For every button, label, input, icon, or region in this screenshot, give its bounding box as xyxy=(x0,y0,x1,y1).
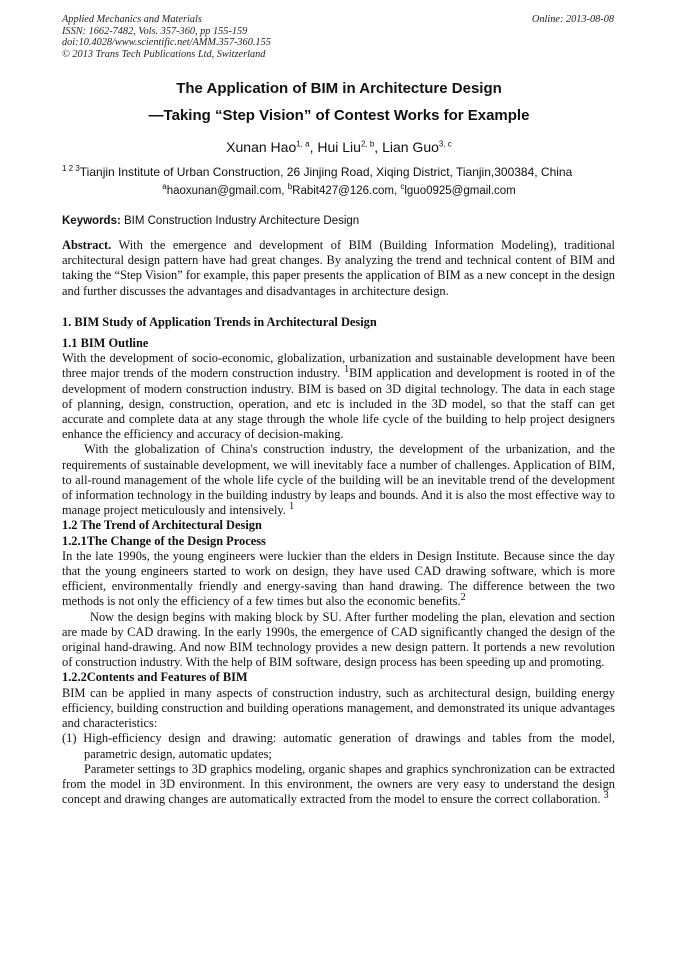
author-3: Lian Guo xyxy=(382,139,439,155)
paper-body xyxy=(62,238,615,807)
affiliation-sup: 1 2 3 xyxy=(62,164,80,173)
email-list: $^a$haoxunan@gmail.com, $^b$Rabit427@126.com, $^c$lguo0925@gmail.com xyxy=(162,182,516,197)
author-2-sup: 2, b xyxy=(360,139,375,149)
paper-title: The Application of BIM in Architecture Design xyxy=(176,80,502,97)
doi-line: doi:10.4028/www.scientific.net/AMM.357-360.155 xyxy=(62,37,271,49)
email-2[interactable]: Rabit427@126.com, xyxy=(292,185,401,197)
keywords xyxy=(62,215,617,227)
section-heading-1: 1. BIM Study of Application Trends in Architectural Design xyxy=(62,314,377,329)
paper-subtitle: —Taking “Step Vision” of Contest Works for Example xyxy=(148,107,530,124)
copyright-line: © 2013 Trans Tech Publications Ltd, Switzerland xyxy=(62,48,266,60)
issn-line: ISSN: 1662-7482, Vols. 357-360, pp 155-159 xyxy=(62,25,248,37)
paragraph: Parameter settings to 3D graphics modeling, organic shapes and graphics synchronization can be extracted from the model in 3D environment. In this environment, the owners are very easy to understand the design concept and drawing changes are automatically extracted from the model to ensure the correct collaboration. $^3$ xyxy=(62,761,615,807)
keywords-label: Keywords: xyxy=(62,215,121,227)
list-item: (1) High-efficiency design and drawing: automatic generation of drawings and tables from the model, parametric design, automatic updates; xyxy=(62,731,615,761)
journal-name: Applied Mechanics and Materials xyxy=(62,14,202,25)
author-2: Hui Liu xyxy=(317,139,361,155)
affiliation xyxy=(62,165,622,179)
email-1[interactable]: haoxunan@gmail.com, xyxy=(166,185,288,197)
paragraph: With the globalization of China's construction industry, the development of the urbanization, and the requirements of sustainable development, we will inevitably face a number of challenges. Application of BIM, to all-round management of the whole life cycle of the building will be an inevitable trend of the development of information technology in the building industry by leaps and bounds. And it is also the most effective way to manage project meticulously and intensively. $^1$ xyxy=(62,442,615,518)
author-3-sup: 3, c xyxy=(438,139,452,149)
paragraph: With the development of socio-economic, globalization, urbanization and sustainable development have been three major trends of the modern construction industry. $^1$BIM application and development is rooted in of the development of modern construction industry. BIM is based on 3D digital technology. The data in each stage of planning, design, construction, operation, and etc is included in the 3D model, so that the staff can get accurate and complete data at any stage through the whole life cycle of the building to help project designers enhance the efficiency and accuracy of decision-making. xyxy=(62,351,615,442)
section-heading-1-1: 1.1 BIM Outline xyxy=(62,336,149,351)
paragraph: Now the design begins with making block by SU. After further modeling the plan, elevation and section are made by CAD drawing. In the early 1990s, the emergence of CAD significantly changed the design of the original hand-drawing. And now BIM technology provides a new design pattern. It portends a new revolution of construction industry. With the help of BIM software, design process has been speeding up and promoting. xyxy=(62,609,615,670)
affiliation-text: Tianjin Institute of Urban Construction, 26 Jinjing Road, Xiqing District, Tianjin,300384, China xyxy=(79,165,573,179)
abstract-label: Abstract. xyxy=(62,238,112,252)
keywords-text: BIM Construction Industry Architecture Design xyxy=(120,215,360,227)
section-heading-1-2-1: 1.2.1The Change of the Design Process xyxy=(62,533,266,548)
paragraph: In the late 1990s, the young engineers were luckier than the elders in Design Institute. Because since the day that the young engineers started to work on design, they have used CAD drawing software, which is more efficient, environmentally friendly and energy-saving than hand drawing. The difference between the two methods is not only the efficiency of a few times but also the economic benefits.$^2$ xyxy=(62,548,615,609)
section-heading-1-2-2: 1.2.2Contents and Features of BIM xyxy=(62,670,248,685)
author-1: Xunan Hao xyxy=(226,139,297,155)
journal-header xyxy=(62,14,271,60)
abstract-text: With the emergence and development of BIM (Building Information Modeling), traditional architectural design pattern have had great changes. By analyzing the trend and technical content of BIM and taking the “Step Vision” for example, this paper presents the application of BIM as a new concept in the design and further discusses the advantages and disadvantages in architecture design. xyxy=(62,238,615,298)
online-date: Online: 2013-08-08 xyxy=(531,14,614,25)
author-1-sup: 1, a xyxy=(296,139,310,149)
section-heading-1-2: 1.2 The Trend of Architectural Design xyxy=(62,518,262,533)
abstract xyxy=(62,238,615,299)
paragraph: BIM can be applied in many aspects of construction industry, such as architectural design, building energy efficiency, building construction and building operations management, and demonstrated its unique advantages and characteristics: xyxy=(62,685,615,731)
author-list: Xunan Hao$^{1, a}$, Hui Liu$^{2, b}$, Lian Guo$^{3, c}$ xyxy=(226,139,452,155)
email-3[interactable]: lguo0925@gmail.com xyxy=(404,185,516,197)
